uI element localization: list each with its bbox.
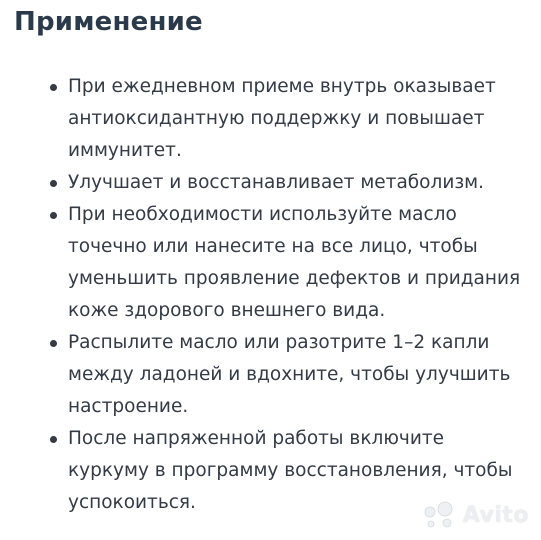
list-item-text: Улучшает и восстанавливает метаболизм.	[68, 172, 485, 193]
usage-list	[0, 71, 541, 519]
list-item	[0, 71, 541, 167]
list-item	[0, 167, 541, 199]
section-title: Применение	[14, 7, 203, 37]
bullet-icon	[50, 340, 57, 347]
avito-watermark	[418, 500, 529, 530]
list-item-text: При ежедневном приеме внутрь оказывает антиоксидантную поддержку и повышает иммунитет.	[68, 76, 496, 161]
bullet-icon	[50, 84, 57, 91]
list-item-text: Распылите масло или разотрите 1–2 капли между ладоней и вдохните, чтобы улучшить настроение.	[68, 332, 511, 417]
list-item-text: После напряженной работы включите куркуму в программу восстановления, чтобы успокоиться.	[68, 428, 513, 513]
bullet-icon	[50, 212, 57, 219]
list-item-text: При необходимости используйте масло точечно или нанесите на все лицо, чтобы уменьшить проявление дефектов и придания коже здорового внешнего вида.	[68, 204, 521, 321]
list-item	[0, 199, 541, 327]
avito-logo-icon	[418, 500, 458, 530]
bullet-icon	[50, 180, 57, 187]
bullet-icon	[50, 436, 57, 443]
watermark-text: Avito	[462, 502, 529, 528]
list-item	[0, 327, 541, 423]
